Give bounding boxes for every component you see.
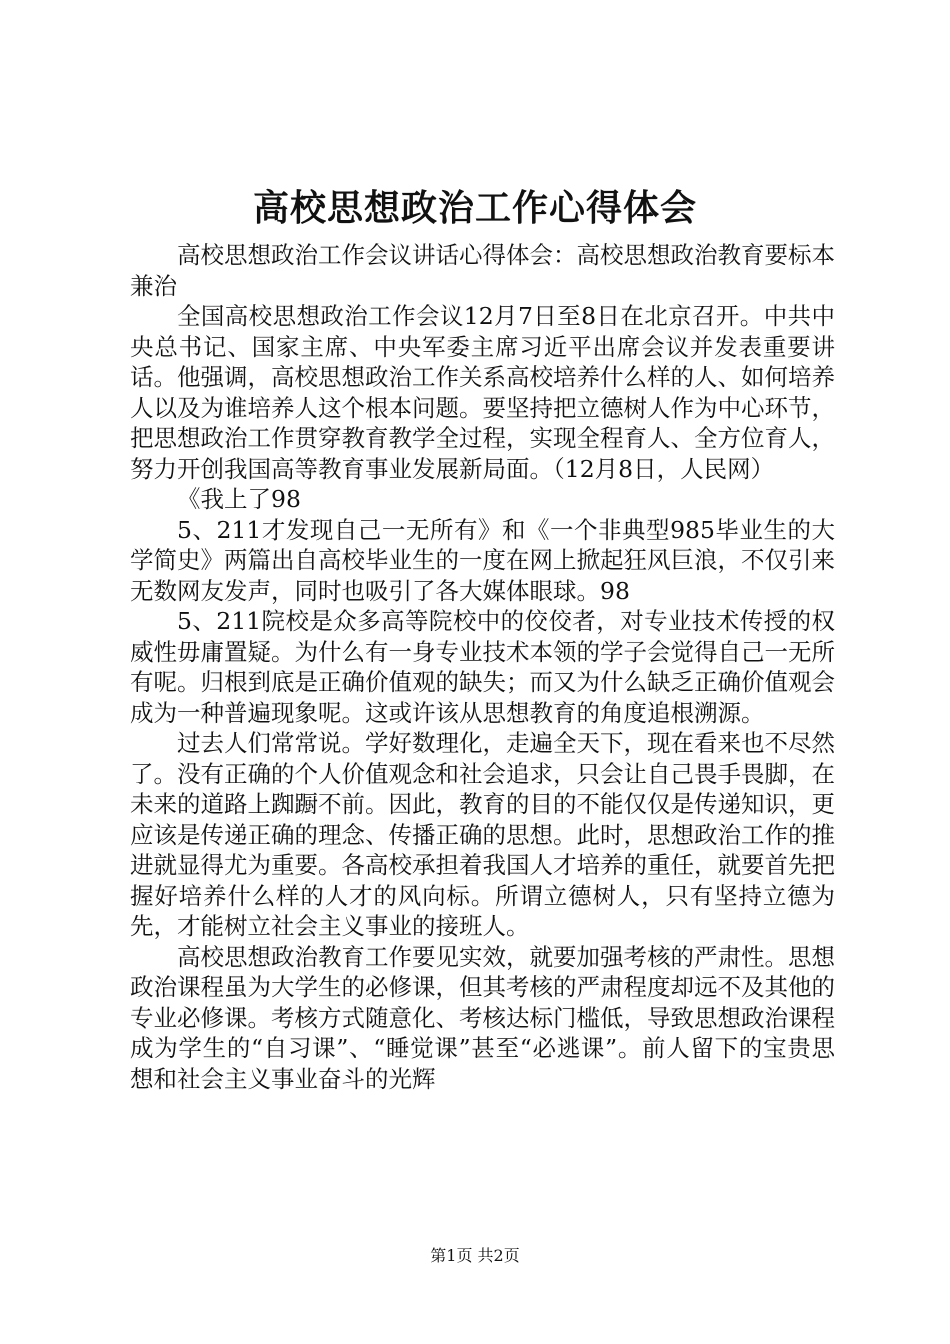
document-body	[130, 240, 835, 1094]
paragraph: 《我上了98	[177, 485, 301, 513]
paragraph: 5、211院校是众多高等院校中的佼佼者，对专业技术传授的权威性毋庸置疑。为什么有一身专业技术本领的学子会觉得自己一无所有呢。归根到底是正确价值观的缺失；而又为什么缺乏正确价值观会成为一种普遍现象呢。这或许该从思想教育的角度追根溯源。	[130, 607, 835, 727]
page-footer: 第1页 共2页	[430, 1246, 520, 1265]
paragraph: 全国高校思想政治工作会议12月7日至8日在北京召开。中共中央总书记、国家主席、中央军委主席习近平出席会议并发表重要讲话。他强调，高校思想政治工作关系高校培养什么样的人、如何培养人以及为谁培养人这个根本问题。要坚持把立德树人作为中心环节，把思想政治工作贯穿教育教学全过程，实现全程育人、全方位育人，努力开创我国高等教育事业发展新局面。（12月8日，人民网）	[130, 302, 835, 483]
paragraph: 5、211才发现自己一无所有》和《一个非典型985毕业生的大学简史》两篇出自高校毕业生的一度在网上掀起狂风巨浪，不仅引来无数网友发声，同时也吸引了各大媒体眼球。98	[130, 515, 835, 605]
document-title: 高校思想政治工作心得体会	[252, 187, 697, 229]
paragraph: 高校思想政治工作会议讲话心得体会：高校思想政治教育要标本兼治	[130, 241, 835, 300]
paragraph: 过去人们常常说。学好数理化，走遍全天下，现在看来也不尽然了。没有正确的个人价值观念和社会追求，只会让自己畏手畏脚，在未来的道路上踟蹰不前。因此，教育的目的不能仅仅是传递知识，更应该是传递正确的理念、传播正确的思想。此时，思想政治工作的推进就显得尤为重要。各高校承担着我国人才培养的重任，就要首先把握好培养什么样的人才的风向标。所谓立德树人，只有坚持立德为先，才能树立社会主义事业的接班人。	[130, 729, 835, 940]
paragraph: 高校思想政治教育工作要见实效，就要加强考核的严肃性。思想政治课程虽为大学生的必修课，但其考核的严肃程度却远不及其他的专业必修课。考核方式随意化、考核达标门槛低，导致思想政治课程成为学生的“自习课”、“睡觉课”甚至“必逃课”。前人留下的宝贵思想和社会主义事业奋斗的光辉	[130, 942, 835, 1093]
